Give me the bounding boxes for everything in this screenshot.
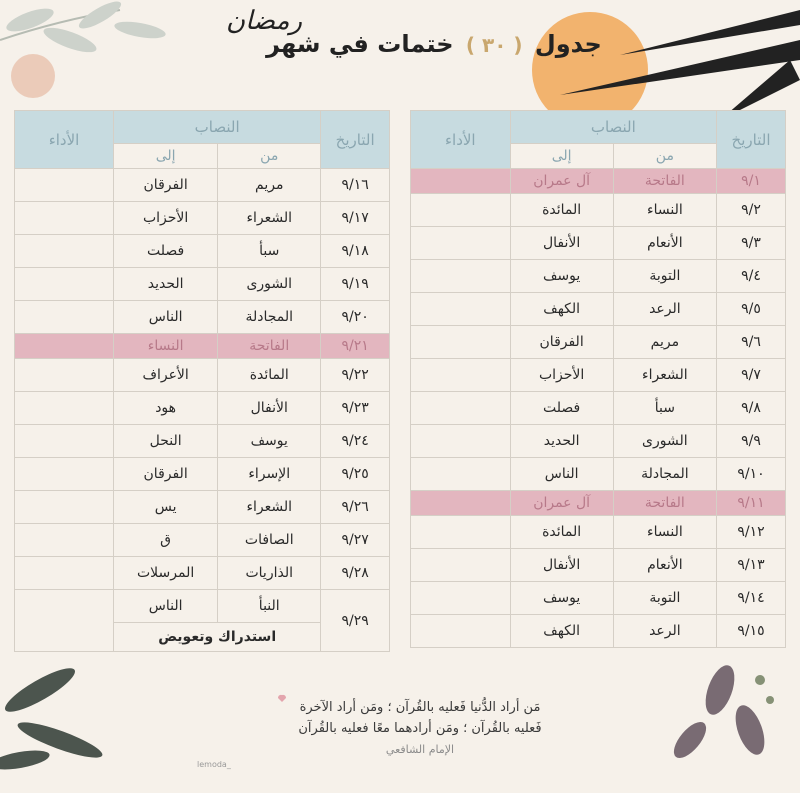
to-cell: الأنفال	[510, 227, 613, 260]
performance-cell[interactable]	[411, 392, 511, 425]
performance-cell[interactable]	[15, 458, 114, 491]
date-cell: ٩/٢٩	[321, 590, 390, 652]
flower-branch-bottom-right	[668, 661, 774, 763]
to-cell: الحديد	[114, 268, 218, 301]
title-prefix: جدول	[534, 30, 602, 58]
note-cell: استدراك وتعويض	[114, 623, 321, 652]
date-cell: ٩/٥	[717, 293, 786, 326]
performance-cell[interactable]	[411, 549, 511, 582]
date-cell: ٩/٢١	[321, 334, 390, 359]
table-row	[15, 557, 390, 590]
performance-cell[interactable]	[15, 359, 114, 392]
from-cell: الأنفال	[218, 392, 321, 425]
header-to: إلى	[510, 144, 613, 169]
performance-cell[interactable]	[15, 590, 114, 652]
from-cell: الشورى	[613, 425, 716, 458]
quote-author: الإمام الشافعي	[385, 743, 455, 756]
header-performance: الأداء	[15, 111, 114, 169]
performance-cell[interactable]	[411, 582, 511, 615]
to-cell: هود	[114, 392, 218, 425]
from-cell: التوبة	[613, 260, 716, 293]
performance-cell[interactable]	[411, 425, 511, 458]
to-cell: ق	[114, 524, 218, 557]
to-cell: النحل	[114, 425, 218, 458]
table-row	[411, 458, 786, 491]
table-row	[15, 202, 390, 235]
performance-cell[interactable]	[15, 491, 114, 524]
to-cell: الناس	[114, 301, 218, 334]
from-cell: الأنعام	[613, 227, 716, 260]
performance-cell[interactable]	[15, 268, 114, 301]
from-cell: الشعراء	[613, 359, 716, 392]
table-row	[411, 615, 786, 648]
from-cell: الرعد	[613, 293, 716, 326]
from-cell: النساء	[613, 516, 716, 549]
header-from: من	[613, 144, 716, 169]
date-cell: ٩/٢٣	[321, 392, 390, 425]
to-cell: المائدة	[510, 516, 613, 549]
performance-cell[interactable]	[411, 169, 511, 194]
header-portion: النصاب	[114, 111, 321, 144]
table-row	[411, 392, 786, 425]
table-row	[15, 169, 390, 202]
date-cell: ٩/١٧	[321, 202, 390, 235]
table-row	[411, 582, 786, 615]
from-cell: الفاتحة	[218, 334, 321, 359]
table-row	[15, 268, 390, 301]
to-cell: فصلت	[114, 235, 218, 268]
performance-cell[interactable]	[411, 359, 511, 392]
from-cell: الشعراء	[218, 491, 321, 524]
schedule-table-left	[14, 110, 390, 652]
to-cell: الأعراف	[114, 359, 218, 392]
from-cell: الرعد	[613, 615, 716, 648]
from-cell: الفاتحة	[613, 169, 716, 194]
to-cell: فصلت	[510, 392, 613, 425]
performance-cell[interactable]	[15, 301, 114, 334]
table-row	[411, 549, 786, 582]
to-cell: آل عمران	[510, 169, 613, 194]
to-cell: الناس	[510, 458, 613, 491]
table-row	[15, 491, 390, 524]
date-cell: ٩/١	[717, 169, 786, 194]
watermark: lemoda_	[197, 760, 231, 769]
performance-cell[interactable]	[411, 516, 511, 549]
header-date: التاريخ	[717, 111, 786, 169]
to-cell: الناس	[114, 590, 218, 623]
to-cell: الأنفال	[510, 549, 613, 582]
date-cell: ٩/٢٤	[321, 425, 390, 458]
date-cell: ٩/١٦	[321, 169, 390, 202]
performance-cell[interactable]	[411, 458, 511, 491]
date-cell: ٩/٢٧	[321, 524, 390, 557]
performance-cell[interactable]	[15, 425, 114, 458]
page-title	[214, 30, 654, 58]
performance-cell[interactable]	[15, 557, 114, 590]
to-cell: النساء	[114, 334, 218, 359]
date-cell: ٩/١٨	[321, 235, 390, 268]
performance-cell[interactable]	[15, 392, 114, 425]
date-cell: ٩/٢	[717, 194, 786, 227]
table-row	[15, 235, 390, 268]
table-row	[15, 458, 390, 491]
to-cell: يس	[114, 491, 218, 524]
date-cell: ٩/١٩	[321, 268, 390, 301]
schedule-table-right	[410, 110, 786, 648]
from-cell: الأنعام	[613, 549, 716, 582]
from-cell: الذاريات	[218, 557, 321, 590]
header-date: التاريخ	[321, 111, 390, 169]
date-cell: ٩/٢٦	[321, 491, 390, 524]
from-cell: الشورى	[218, 268, 321, 301]
date-cell: ٩/١١	[717, 491, 786, 516]
performance-cell[interactable]	[15, 235, 114, 268]
from-cell: الفاتحة	[613, 491, 716, 516]
title-script: رمضان	[226, 6, 303, 36]
from-cell: مريم	[218, 169, 321, 202]
to-cell: يوسف	[510, 260, 613, 293]
to-cell: الأحزاب	[510, 359, 613, 392]
table-row	[15, 425, 390, 458]
date-cell: ٩/١٣	[717, 549, 786, 582]
header	[0, 0, 800, 105]
performance-cell[interactable]	[411, 194, 511, 227]
to-cell: المائدة	[510, 194, 613, 227]
performance-cell[interactable]	[411, 326, 511, 359]
from-cell: المجادلة	[218, 301, 321, 334]
performance-cell[interactable]	[411, 491, 511, 516]
table-row	[15, 301, 390, 334]
to-cell: الحديد	[510, 425, 613, 458]
quote-line-2: فَعليه بالقُرآن ؛ ومَن أرادهما معًا فعليه بالقُرآن	[298, 721, 542, 736]
date-cell: ٩/١٢	[717, 516, 786, 549]
table-row	[411, 425, 786, 458]
header-performance: الأداء	[411, 111, 511, 169]
date-cell: ٩/٢٥	[321, 458, 390, 491]
from-cell: المائدة	[218, 359, 321, 392]
title-suffix: ختمات في شهر	[266, 30, 454, 58]
date-cell: ٩/٨	[717, 392, 786, 425]
header-portion: النصاب	[510, 111, 716, 144]
to-cell: المرسلات	[114, 557, 218, 590]
from-cell: الشعراء	[218, 202, 321, 235]
performance-cell[interactable]	[15, 334, 114, 359]
to-cell: الكهف	[510, 615, 613, 648]
table-row	[411, 293, 786, 326]
quote-line-1: مَن أراد الدُّنيا فَعليه بالقُرآن ؛ ومَن أراد الآخرة	[299, 700, 541, 715]
date-cell: ٩/٢٠	[321, 301, 390, 334]
to-cell: آل عمران	[510, 491, 613, 516]
to-cell: الفرقان	[114, 458, 218, 491]
table-row	[411, 326, 786, 359]
performance-cell[interactable]	[15, 524, 114, 557]
table-row	[411, 516, 786, 549]
table-row	[411, 194, 786, 227]
table-row	[411, 359, 786, 392]
date-cell: ٩/١٤	[717, 582, 786, 615]
from-cell: الإسراء	[218, 458, 321, 491]
header-to: إلى	[114, 144, 218, 169]
from-cell: الصافات	[218, 524, 321, 557]
from-cell: النساء	[613, 194, 716, 227]
performance-cell[interactable]	[15, 202, 114, 235]
table-row	[411, 491, 786, 516]
table-row	[15, 590, 390, 623]
table-row	[411, 169, 786, 194]
table-row	[15, 334, 390, 359]
performance-cell[interactable]	[411, 615, 511, 648]
to-cell: الفرقان	[114, 169, 218, 202]
date-cell: ٩/١٠	[717, 458, 786, 491]
date-cell: ٩/٦	[717, 326, 786, 359]
date-cell: ٩/٢٨	[321, 557, 390, 590]
from-cell: سبأ	[613, 392, 716, 425]
from-cell: التوبة	[613, 582, 716, 615]
header-from: من	[218, 144, 321, 169]
to-cell: يوسف	[510, 582, 613, 615]
table-row	[411, 260, 786, 293]
title-number: ( ٣٠ )	[465, 33, 523, 57]
from-cell: سبأ	[218, 235, 321, 268]
date-cell: ٩/٢٢	[321, 359, 390, 392]
from-cell: النبأ	[218, 590, 321, 623]
table-row	[15, 392, 390, 425]
leaf-branch-bottom-left	[0, 661, 105, 773]
date-cell: ٩/٤	[717, 260, 786, 293]
table-row	[15, 359, 390, 392]
to-cell: الأحزاب	[114, 202, 218, 235]
performance-cell[interactable]	[15, 169, 114, 202]
table-row	[411, 227, 786, 260]
date-cell: ٩/٧	[717, 359, 786, 392]
to-cell: الفرقان	[510, 326, 613, 359]
date-cell: ٩/٣	[717, 227, 786, 260]
quote	[210, 697, 630, 760]
performance-cell[interactable]	[411, 260, 511, 293]
date-cell: ٩/٩	[717, 425, 786, 458]
from-cell: المجادلة	[613, 458, 716, 491]
to-cell: الكهف	[510, 293, 613, 326]
performance-cell[interactable]	[411, 293, 511, 326]
date-cell: ٩/١٥	[717, 615, 786, 648]
from-cell: يوسف	[218, 425, 321, 458]
from-cell: مريم	[613, 326, 716, 359]
table-row	[15, 524, 390, 557]
performance-cell[interactable]	[411, 227, 511, 260]
